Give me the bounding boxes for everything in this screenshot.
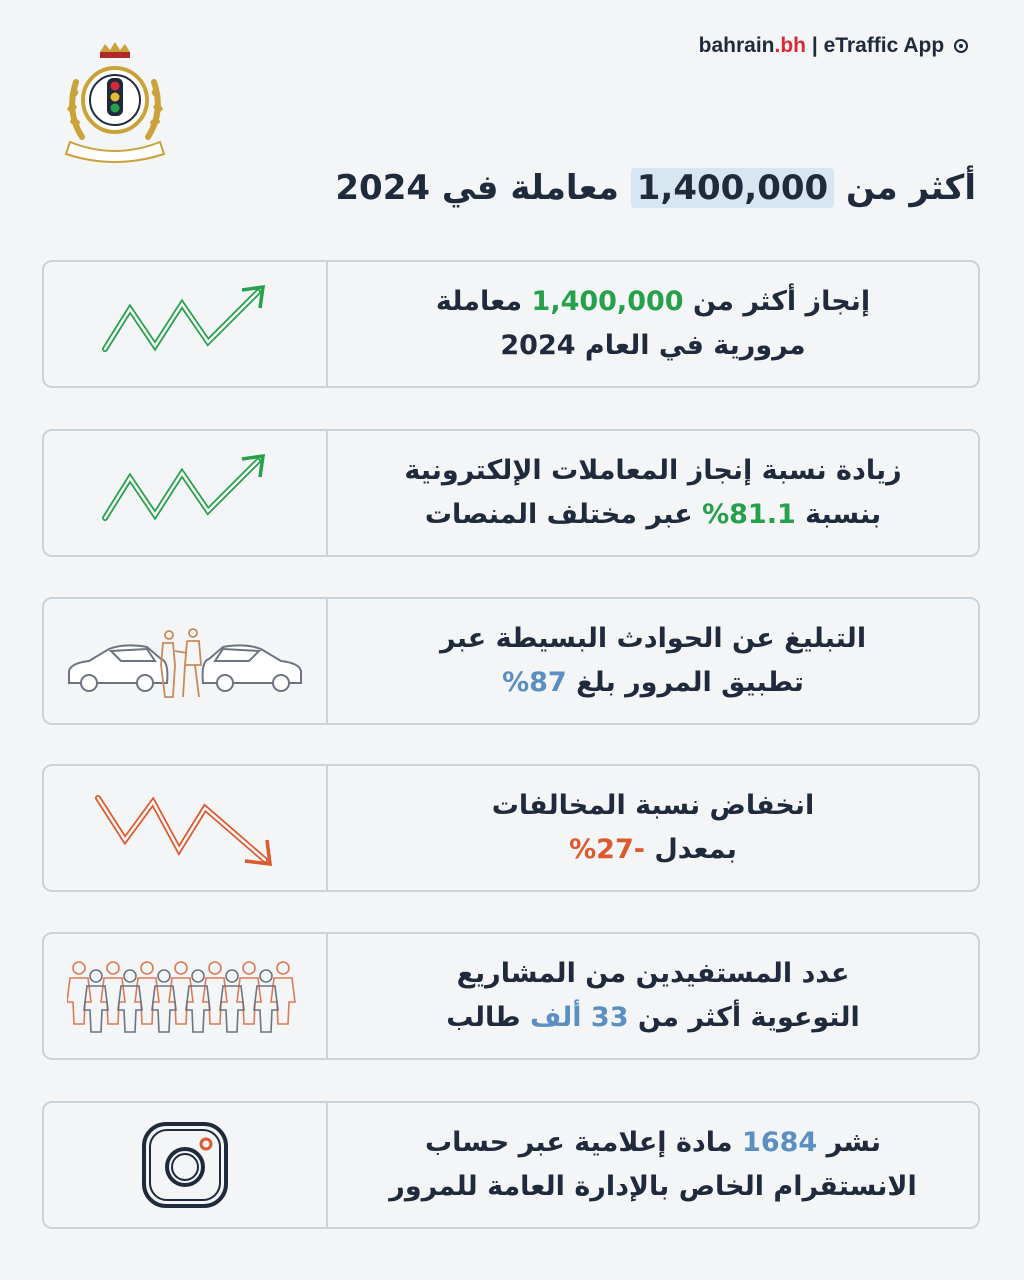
page-title: أكثر من 1,400,000 معاملة في 2024	[335, 168, 976, 208]
header-separator: |	[811, 34, 818, 57]
card-line-2: مرورية في العام 2024	[500, 330, 806, 361]
stat-card-awareness	[42, 932, 980, 1060]
people-group-icon	[67, 956, 303, 1036]
steering-wheel-icon	[954, 39, 968, 53]
card-line-2: بمعدل -27%	[569, 834, 737, 865]
traffic-directorate-emblem-icon	[60, 42, 170, 167]
car-accident-icon	[65, 621, 305, 701]
card-value: 81.1%	[702, 499, 796, 530]
card-value: 1,400,000	[531, 286, 684, 317]
card-line-1: إنجاز أكثر من 1,400,000 معاملة	[435, 286, 871, 317]
card-line-2: التوعوية أكثر من 33 ألف طالب	[446, 1002, 860, 1033]
card-value: -27%	[569, 834, 645, 865]
card-value: 33 ألف	[529, 1002, 629, 1033]
card-line-2: الانستقرام الخاص بالإدارة العامة للمرور	[389, 1171, 917, 1202]
trend-down-icon	[93, 788, 278, 868]
stat-card-violations	[42, 764, 980, 892]
title-highlight: 1,400,000	[631, 168, 834, 208]
card-line-1: عدد المستفيدين من المشاريع	[456, 958, 850, 989]
card-line-2: بنسبة 81.1% عبر مختلف المنصات	[424, 499, 882, 530]
instagram-icon[interactable]	[140, 1120, 230, 1210]
stat-card-accident-reports	[42, 597, 980, 725]
site-link[interactable]: bahrain.bh	[698, 34, 806, 57]
stat-card-e-transactions	[42, 429, 980, 557]
card-value: 87%	[502, 667, 567, 698]
card-line-1: نشر 1684 مادة إعلامية عبر حساب	[424, 1127, 882, 1158]
card-value: 1684	[742, 1127, 818, 1158]
app-link[interactable]: eTraffic App	[823, 34, 945, 57]
card-line-1: انخفاض نسبة المخالفات	[491, 790, 815, 821]
stat-card-instagram	[42, 1101, 980, 1229]
trend-up-icon	[100, 453, 270, 533]
card-line-1: التبليغ عن الحوادث البسيطة عبر	[439, 623, 867, 654]
card-line-2: تطبيق المرور بلغ 87%	[502, 667, 804, 698]
card-line-1: زيادة نسبة إنجاز المعاملات الإلكترونية	[404, 455, 902, 486]
header-links	[699, 34, 968, 58]
stat-card-transactions	[42, 260, 980, 388]
trend-up-icon	[100, 284, 270, 364]
